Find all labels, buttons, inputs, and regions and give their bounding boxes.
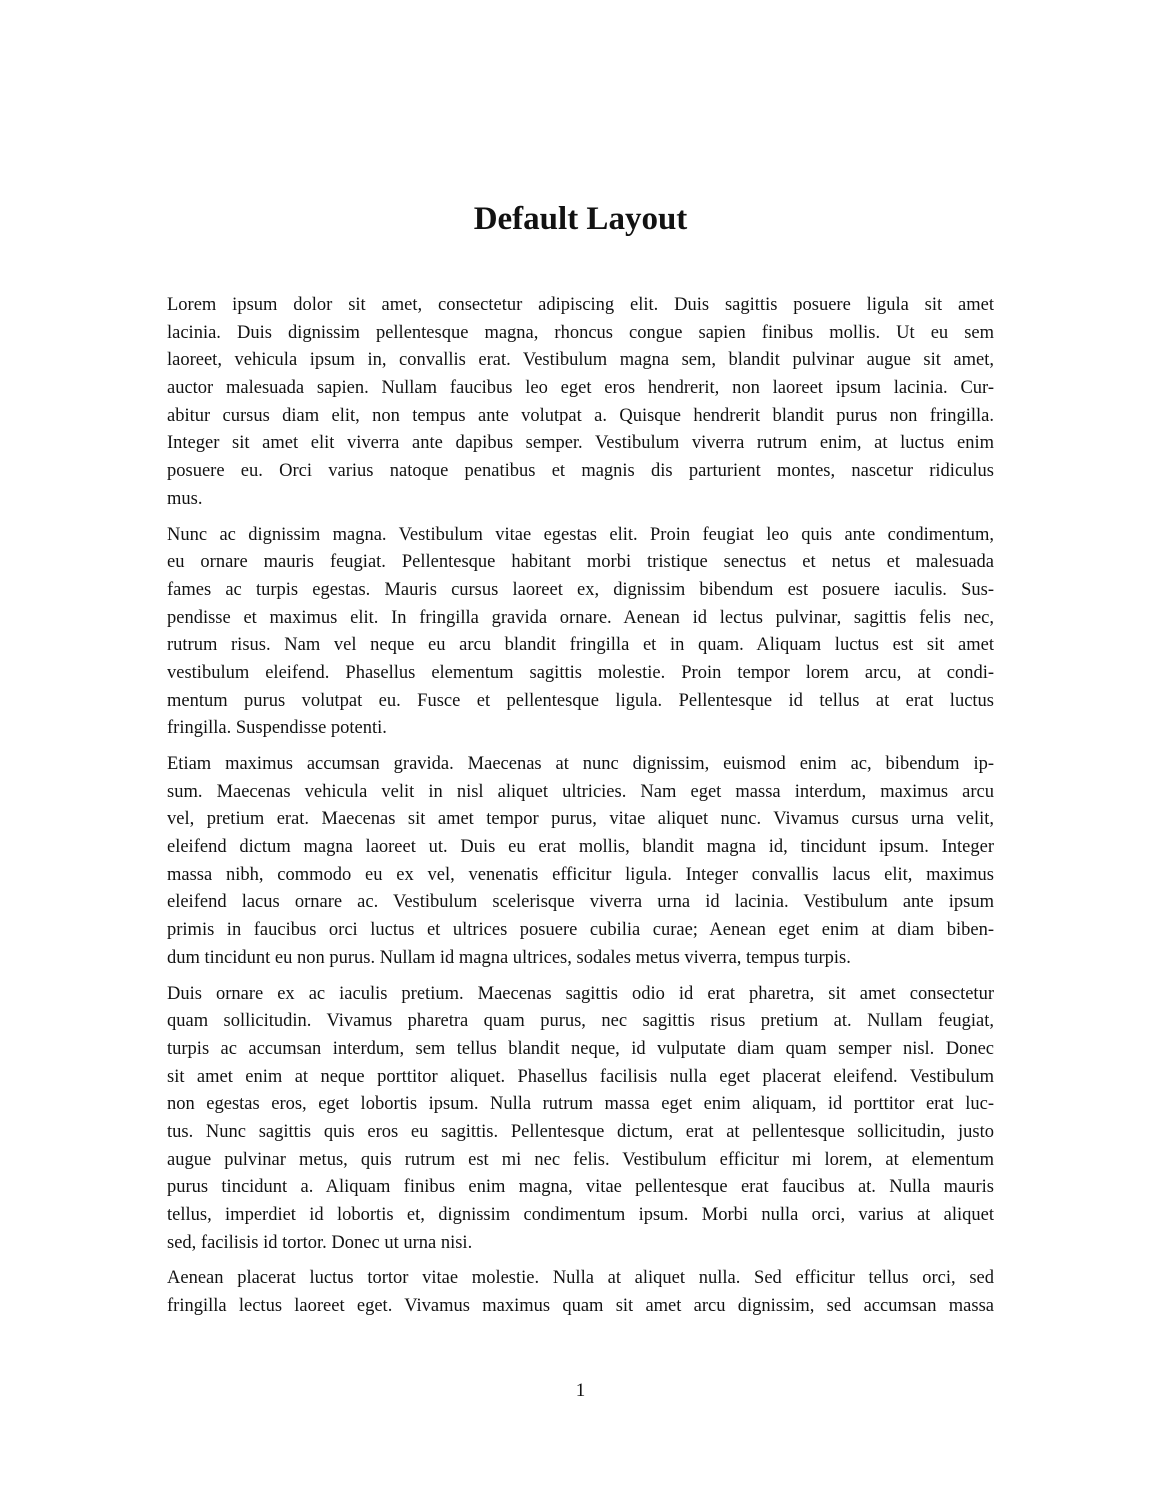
paragraph-line: tellus, imperdiet id lobortis et, dignissim condimentum ipsum. Morbi nulla orci, varius at aliquet	[167, 1205, 994, 1225]
paragraph-line: mentum purus volutpat eu. Fusce et pellentesque ligula. Pellentesque id tellus at erat luctus	[167, 690, 994, 711]
paragraph-line: vel, pretium erat. Maecenas sit amet tempor purus, vitae aliquet nunc. Vivamus cursus urna velit,	[167, 809, 994, 830]
paragraph	[167, 751, 994, 973]
page-number: 1	[575, 1380, 586, 1401]
paragraph-line: turpis ac accumsan interdum, sem tellus blandit neque, id vulputate diam quam semper nisl. Donec	[167, 1038, 994, 1059]
paragraph-line: sit amet enim at neque porttitor aliquet. Phasellus facilisis nulla eget placerat eleifend. Vestibulum	[167, 1066, 994, 1087]
paragraph-line: posuere eu. Orci varius natoque penatibus et magnis dis parturient montes, nascetur ridiculus	[167, 461, 994, 482]
paragraph-line: eu ornare mauris feugiat. Pellentesque habitant morbi tristique senectus et netus et malesuada	[167, 552, 994, 573]
paragraph	[167, 522, 994, 744]
paragraph-line: tus. Nunc sagittis quis eros eu sagittis. Pellentesque dictum, erat at pellentesque sollicitudin, justo	[167, 1121, 994, 1142]
paragraph-line: primis in faucibus orci luctus et ultrices posuere cubilia curae; Aenean eget enim at diam biben-	[167, 920, 994, 941]
paragraph-line: massa nibh, commodo eu ex vel, venenatis efficitur ligula. Integer convallis lacus elit, maximus	[167, 864, 994, 885]
paragraph-line: sum. Maecenas vehicula velit in nisl aliquet ultricies. Nam eget massa interdum, maximus arcu	[167, 781, 994, 802]
paragraph-line: laoreet, vehicula ipsum in, convallis erat. Vestibulum magna sem, blandit pulvinar augue sit amet,	[167, 350, 994, 371]
paragraph-line: auctor malesuada sapien. Nullam faucibus leo eget eros hendrerit, non laoreet ipsum lacinia. Cur-	[167, 378, 994, 399]
paragraph-line: eleifend dictum magna laoreet ut. Duis eu erat mollis, blandit magna id, tincidunt ipsum. Integer	[167, 837, 994, 858]
paragraph-line: Integer sit amet elit viverra ante dapibus semper. Vestibulum viverra rutrum enim, at luctus enim	[167, 433, 994, 454]
paragraph	[167, 292, 994, 514]
paragraph-line: fames ac turpis egestas. Mauris cursus laoreet ex, dignissim bibendum est posuere iaculis. Sus-	[167, 579, 994, 600]
paragraph-line: Duis ornare ex ac iaculis pretium. Maecenas sagittis odio id erat pharetra, sit amet consectetur	[167, 983, 994, 1004]
paragraph-line: vestibulum eleifend. Phasellus elementum sagittis molestie. Proin tempor lorem arcu, at condi-	[167, 662, 994, 683]
paragraph-line: dum tincidunt eu non purus. Nullam id magna ultrices, sodales metus viverra, tempus turpis.	[167, 947, 851, 968]
paragraph-line: rutrum risus. Nam vel neque eu arcu blandit fringilla et in quam. Aliquam luctus est sit amet	[167, 635, 994, 656]
paragraph-line: fringilla lectus laoreet eget. Vivamus maximus quam sit amet arcu dignissim, sed accumsan massa	[167, 1296, 994, 1317]
paragraph-line: mus.	[167, 488, 203, 509]
paragraph-line: eleifend lacus ornare ac. Vestibulum scelerisque viverra urna id lacinia. Vestibulum ante ipsum	[167, 892, 994, 913]
paragraph-line: quam sollicitudin. Vivamus pharetra quam purus, nec sagittis risus pretium at. Nullam feugiat,	[167, 1011, 994, 1032]
paragraph-line: Lorem ipsum dolor sit amet, consectetur adipiscing elit. Duis sagittis posuere ligula sit amet	[167, 295, 994, 315]
paragraph	[167, 981, 994, 1258]
paragraph-line: augue pulvinar metus, quis rutrum est mi nec felis. Vestibulum efficitur mi lorem, at elementum	[167, 1149, 994, 1170]
paragraph-line: purus tincidunt a. Aliquam finibus enim magna, vitae pellentesque erat faucibus at. Nulla mauris	[167, 1177, 994, 1198]
paragraph-line: fringilla. Suspendisse potenti.	[167, 718, 387, 739]
paragraph-line: non egestas eros, eget lobortis ipsum. Nulla rutrum massa eget enim aliquam, id porttitor erat luc-	[167, 1094, 994, 1115]
paragraph-line: pendisse et maximus elit. In fringilla gravida ornare. Aenean id lectus pulvinar, sagittis felis nec,	[167, 607, 994, 628]
paragraph-line: Aenean placerat luctus tortor vitae molestie. Nulla at aliquet nulla. Sed efficitur tellus orci, sed	[167, 1268, 994, 1289]
paragraph-line: Etiam maximus accumsan gravida. Maecenas at nunc dignissim, euismod enim ac, bibendum ip-	[167, 754, 994, 774]
paragraph-line: lacinia. Duis dignissim pellentesque magna, rhoncus congue sapien finibus mollis. Ut eu sem	[167, 322, 994, 343]
paragraph	[167, 1265, 994, 1320]
document-title: Default Layout	[473, 201, 688, 237]
paragraph-line: Nunc ac dignissim magna. Vestibulum vitae egestas elit. Proin feugiat leo quis ante condimentum,	[167, 524, 994, 545]
paragraph-line: abitur cursus diam elit, non tempus ante volutpat a. Quisque hendrerit blandit purus non fringilla.	[167, 405, 994, 426]
paragraph-line: sed, facilisis id tortor. Donec ut urna nisi.	[167, 1232, 473, 1253]
document-body	[167, 292, 994, 1329]
